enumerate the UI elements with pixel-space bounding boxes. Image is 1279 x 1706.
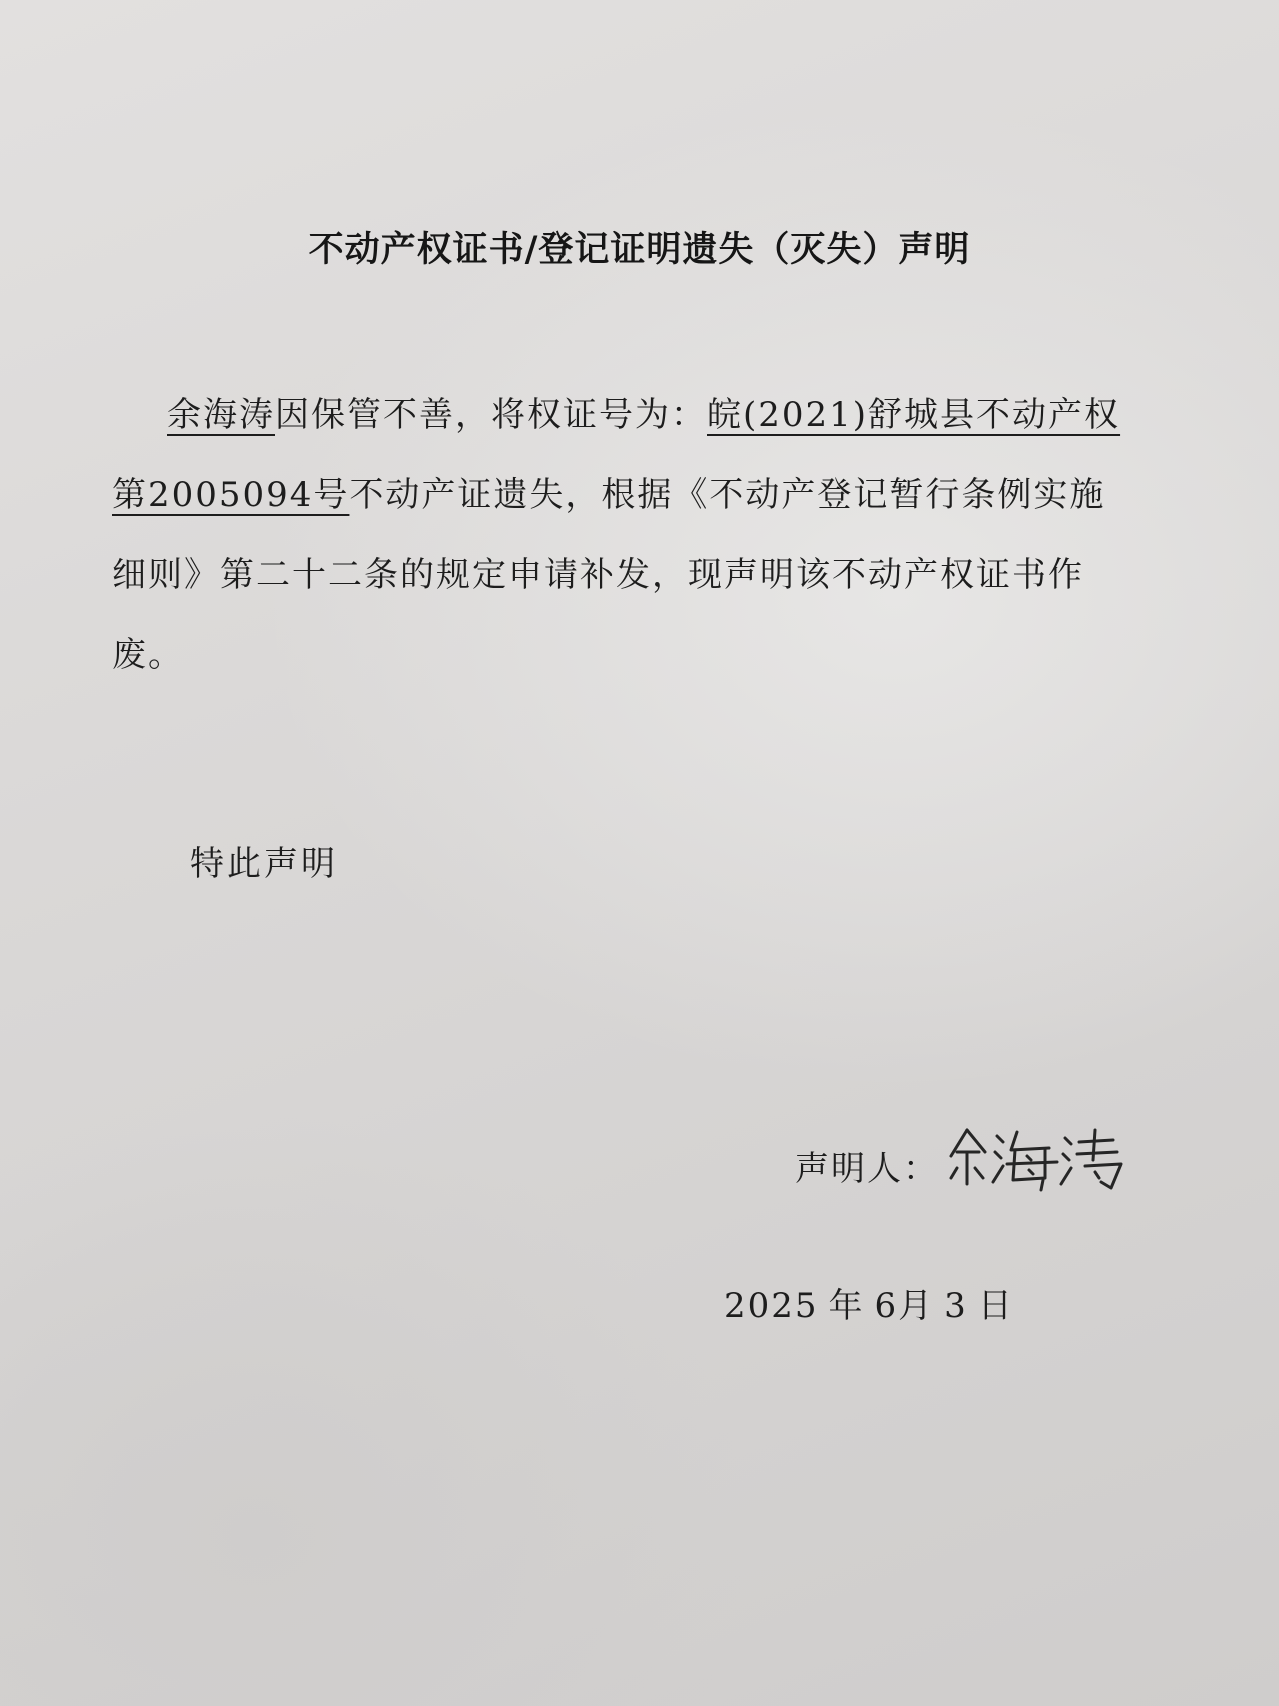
date-month: 6月 bbox=[874, 1286, 935, 1326]
declarant-label: 声明人： bbox=[795, 1149, 939, 1189]
declaration-date bbox=[724, 1278, 1024, 1327]
date-day-unit: 日 bbox=[977, 1286, 1014, 1326]
body-text-2: 不动产证遗失，根据《不动产登记暂行条例实施细则》第二十二条的规定申请补发，现声明该不动产权证书作废。 bbox=[112, 475, 1106, 675]
document-title: 不动产权证书/登记证明遗失（灭失）声明 bbox=[308, 230, 971, 270]
declarant-name: 余海涛 bbox=[167, 395, 275, 435]
handwritten-signature bbox=[945, 1122, 1145, 1203]
closing-statement: 特此声明 bbox=[190, 844, 338, 884]
date-year-unit: 年 bbox=[828, 1286, 865, 1326]
signature-line bbox=[795, 1128, 1145, 1203]
body-text-1: 因保管不善，将权证号为： bbox=[275, 395, 707, 435]
declaration-body bbox=[112, 375, 1134, 695]
date-day: 3 bbox=[944, 1286, 968, 1326]
certificate-number: 皖(2021)舒城县不动产权第2005094号 bbox=[112, 395, 1121, 515]
date-year: 2025 bbox=[724, 1286, 819, 1326]
